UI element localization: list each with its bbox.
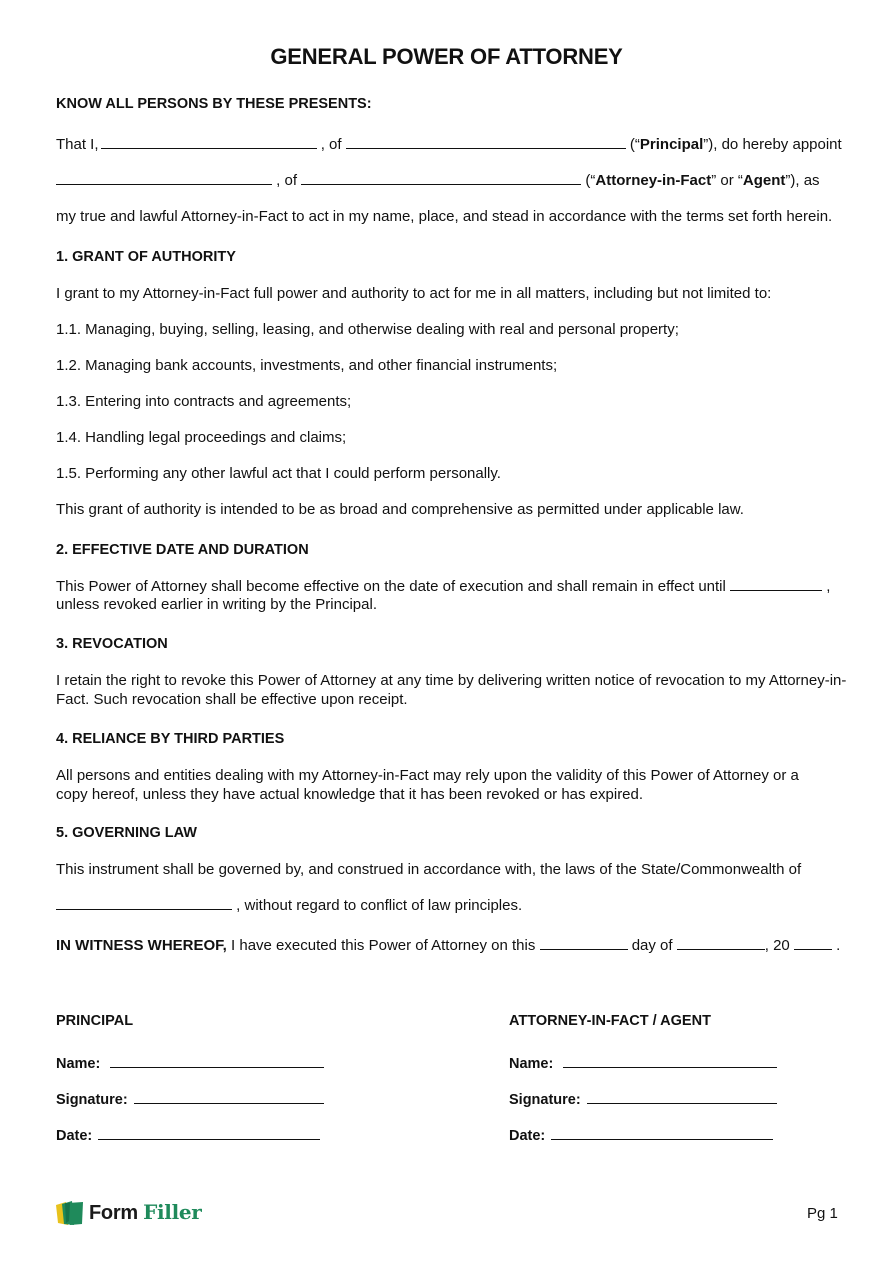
principal-sig-heading: PRINCIPAL (56, 1013, 134, 1029)
aif-mid: ” or “ (711, 172, 743, 189)
agent-sig-heading: ATTORNEY-IN-FACT / AGENT (509, 1013, 711, 1029)
agent-signature-field[interactable] (587, 1091, 777, 1104)
principal-open: (“ (629, 136, 640, 153)
witness-year-blank[interactable] (794, 937, 832, 950)
intro-line-3: my true and lawful Attorney-in-Fact to act in my name, place, and stead in accordance with the terms set forth herein. (56, 208, 833, 225)
principal-name-row (56, 1055, 324, 1072)
witness-period: . (836, 937, 841, 954)
intro-that-i: That I, (56, 136, 99, 153)
intro-of-2: , of (276, 172, 298, 189)
logo-word-filler: Filler (143, 1200, 202, 1224)
s5-line-2 (56, 897, 522, 915)
s1-item: 1.2. Managing bank accounts, investments, and other financial instruments; (56, 357, 558, 374)
agent-signature-label: Signature: (509, 1092, 581, 1108)
agent-date-label: Date: (509, 1128, 546, 1144)
witness-day-of: day of (631, 937, 673, 954)
state-blank[interactable] (56, 897, 232, 910)
s1-item: 1.1. Managing, buying, selling, leasing, and otherwise dealing with real and personal property; (56, 321, 679, 338)
s3-text: I retain the right to revoke this Power of Attorney at any time by delivering written notice of revocation to my Attorney-in-Fact. Such revocation shall be effective upon receipt. (56, 672, 847, 708)
principal-name-blank[interactable] (101, 136, 317, 149)
agent-address-blank[interactable] (301, 172, 581, 185)
agent-term: Agent (742, 172, 786, 189)
witness-year-prefix: , 20 (764, 937, 790, 954)
intro-of-1: , of (320, 136, 342, 153)
principal-address-blank[interactable] (346, 136, 626, 149)
preamble: KNOW ALL PERSONS BY THESE PRESENTS: (56, 96, 372, 112)
principal-signature-label: Signature: (56, 1092, 128, 1108)
agent-date-row (509, 1127, 773, 1144)
s2-line-1 (56, 578, 830, 596)
principal-date-label: Date: (56, 1128, 93, 1144)
s2-comma: , (826, 578, 831, 595)
principal-close: ”), do hereby appoint (703, 136, 842, 153)
s2-line-2: unless revoked earlier in writing by the Principal. (56, 596, 377, 613)
s1-lead: I grant to my Attorney-in-Fact full power and authority to act for me in all matters, including but not limited to: (56, 285, 772, 302)
principal-date-field[interactable] (98, 1127, 320, 1140)
s4-text: All persons and entities dealing with my Attorney-in-Fact may rely upon the validity of this Power of Attorney or a copy hereof, unless they have actual knowledge that it has been revoked or has expired. (56, 767, 799, 803)
agent-name-row (509, 1055, 777, 1072)
intro-line-2 (56, 172, 820, 190)
s2-text-a: This Power of Attorney shall become effective on the date of execution and shall remain in effect until (56, 578, 726, 595)
principal-date-row (56, 1127, 320, 1144)
s2-heading: 2. EFFECTIVE DATE AND DURATION (56, 542, 309, 558)
page-number: Pg 1 (807, 1205, 838, 1222)
agent-signature-row (509, 1091, 777, 1108)
witness-text: I have executed this Power of Attorney on this (226, 937, 536, 954)
s1-item: 1.5. Performing any other lawful act that I could perform personally. (56, 465, 501, 482)
witness-month-blank[interactable] (677, 937, 765, 950)
s5-heading: 5. GOVERNING LAW (56, 825, 197, 841)
aif-term: Attorney-in-Fact (595, 172, 712, 189)
intro-line-1 (56, 136, 842, 154)
principal-name-field[interactable] (110, 1055, 324, 1068)
witness-line (56, 937, 840, 955)
principal-name-label: Name: (56, 1056, 101, 1072)
agent-date-field[interactable] (551, 1127, 773, 1140)
aif-open: (“ (585, 172, 596, 189)
s1-closing: This grant of authority is intended to be as broad and comprehensive as permitted under applicable law. (56, 501, 744, 518)
end-date-blank[interactable] (730, 578, 822, 591)
s5-text-b: , without regard to conflict of law principles. (236, 897, 523, 914)
agent-name-label: Name: (509, 1056, 554, 1072)
logo-word-form: Form (89, 1202, 138, 1224)
s1-item: 1.3. Entering into contracts and agreements; (56, 393, 352, 410)
s3-heading: 3. REVOCATION (56, 636, 168, 652)
s4-heading: 4. RELIANCE BY THIRD PARTIES (56, 731, 285, 747)
s1-item: 1.4. Handling legal proceedings and claims; (56, 429, 347, 446)
agent-name-field[interactable] (563, 1055, 777, 1068)
document-title: GENERAL POWER OF ATTORNEY (270, 44, 623, 69)
witness-bold: IN WITNESS WHEREOF, (56, 937, 227, 954)
agent-name-blank[interactable] (56, 172, 272, 185)
principal-signature-row (56, 1091, 324, 1108)
logo-wordmark (89, 1200, 202, 1225)
principal-signature-field[interactable] (134, 1091, 324, 1104)
s5-text-a: This instrument shall be governed by, and construed in accordance with, the laws of the State/Commonwealth of (56, 861, 802, 878)
witness-day-blank[interactable] (540, 937, 628, 950)
principal-term: Principal (639, 136, 704, 153)
form-filler-logo-icon (56, 1201, 84, 1225)
aif-close: ”), as (785, 172, 820, 189)
form-filler-logo[interactable] (56, 1200, 202, 1225)
s1-heading: 1. GRANT OF AUTHORITY (56, 249, 236, 265)
